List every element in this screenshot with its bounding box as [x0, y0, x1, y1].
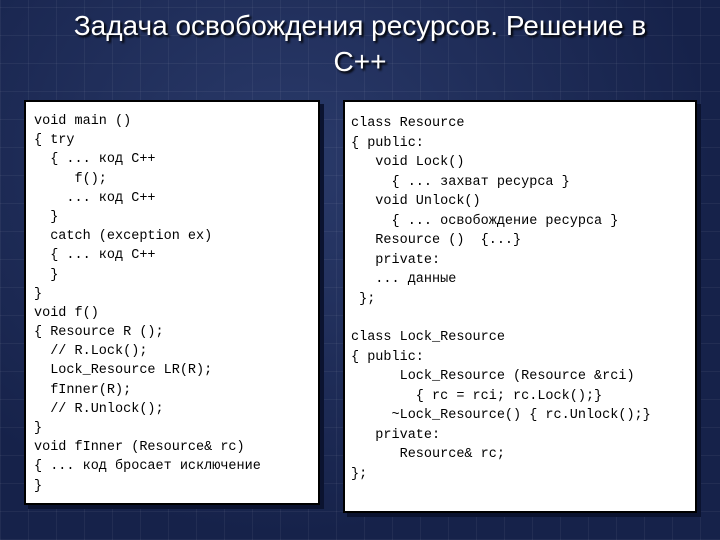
code-line: void main () — [34, 114, 132, 129]
code-line: ... код С++ — [34, 190, 156, 206]
code-line: class Lock_Resource — [351, 330, 505, 345]
code-line: class Resource — [351, 116, 465, 131]
code-line: }; — [351, 291, 376, 307]
code-line: ... данные — [351, 272, 457, 287]
code-line: ~Lock_Resource() { rc.Unlock();} — [351, 408, 651, 423]
code-line: { ... код бросает исключение — [34, 459, 261, 475]
code-line: fInner(R); — [34, 382, 132, 398]
code-line: void Unlock() — [351, 194, 481, 209]
code-line: Lock_Resource LR(R); — [34, 363, 213, 379]
code-line: Resource& rc; — [351, 447, 505, 462]
code-line: f(); — [34, 171, 107, 187]
code-line: { rc = rci; rc.Lock();} — [351, 388, 603, 404]
code-line: }; — [351, 466, 368, 482]
code-line: private: — [351, 427, 441, 443]
code-line: { ... код С++ — [34, 152, 156, 168]
code-line: catch (exception ex) — [34, 229, 213, 245]
code-line: void f() — [34, 305, 99, 321]
code-line: { public: — [351, 135, 424, 151]
code-line: void fInner (Resource& rc) — [34, 440, 245, 456]
slide-title-line-1: Задача освобождения ресурсов. Решение в — [73, 10, 647, 41]
slide-title — [0, 8, 720, 80]
code-line: } — [34, 478, 43, 494]
right-code-panel — [343, 100, 697, 513]
left-code-panel — [24, 100, 320, 505]
code-line: { try — [34, 133, 75, 149]
code-line: private: — [351, 252, 441, 268]
code-line: { ... код С++ — [34, 248, 156, 264]
code-line: void Lock() — [351, 155, 465, 170]
code-line — [351, 309, 695, 328]
code-line: { public: — [351, 349, 424, 365]
code-line: Lock_Resource (Resource &rci) — [351, 369, 635, 384]
code-line: } — [34, 209, 59, 225]
code-line: { Resource R (); — [34, 325, 164, 341]
code-line: } — [34, 421, 43, 436]
code-line: } — [34, 286, 43, 302]
code-line: // R.Unlock(); — [34, 401, 164, 417]
slide-title-line-2: С++ — [333, 46, 387, 77]
code-line: Resource () {...} — [351, 233, 522, 248]
code-line: } — [34, 267, 59, 283]
code-line: { ... освобождение ресурса } — [351, 213, 619, 229]
code-line: // R.Lock(); — [34, 344, 148, 360]
code-line: { ... захват ресурса } — [351, 174, 570, 190]
